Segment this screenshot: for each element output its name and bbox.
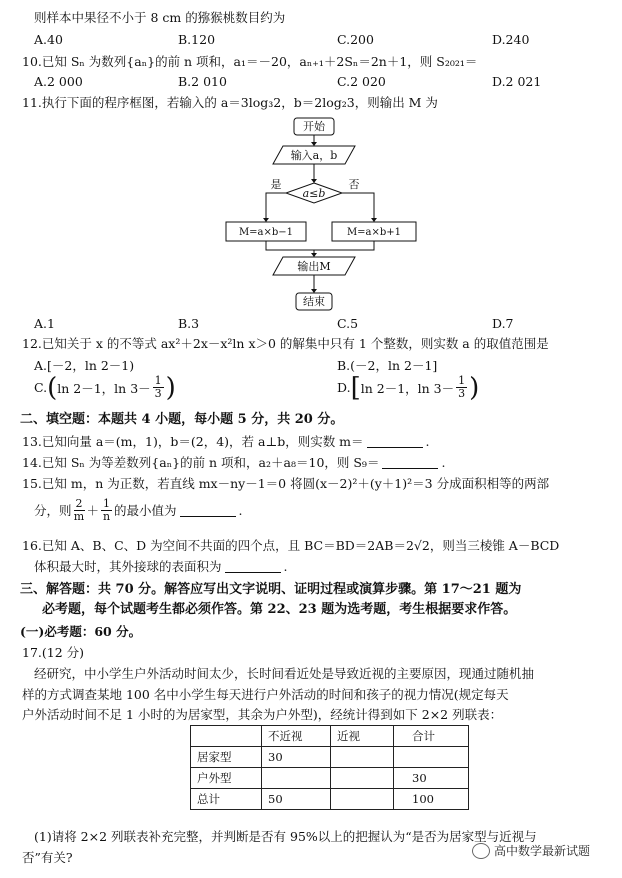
wechat-icon	[472, 843, 490, 859]
table-row	[191, 768, 469, 789]
q12-option-d-fraction: $\frac{1}{3}$	[458, 374, 466, 400]
section3-heading-line1: 三、解答题：共 70 分。解答应写出文字说明、证明过程或演算步骤。第 17～21 题为	[20, 582, 522, 597]
table-header-row	[191, 726, 469, 747]
required-heading: (一)必考题：60 分。	[20, 624, 142, 639]
flow-decision	[286, 183, 342, 203]
q12-option-a: A.[－2，ln 2－1)	[34, 358, 135, 373]
q15-fraction-1: $\frac{2}{m}$	[73, 497, 85, 523]
q15-line1: 15.已知 m，n 为正数，若直线 mx－ny－1＝0 将圆(x－2)²＋(y＋1)²＝3 分成面积相等的两部	[22, 476, 550, 491]
flow-left-box	[226, 222, 306, 241]
flow-input-box	[273, 146, 355, 164]
q11-option-d: D.7	[492, 316, 514, 331]
flow-cond-label: a≤b	[302, 187, 326, 200]
q11-option-b: B.3	[178, 316, 200, 331]
q12-option-c-rparen: )	[165, 372, 176, 403]
table-cell: 总计	[191, 789, 262, 810]
q9-option-a: A.40	[34, 32, 63, 47]
q11-option-c: C.5	[337, 316, 359, 331]
table-cell: 居家型	[191, 747, 262, 768]
flow-start-box	[294, 118, 334, 135]
flow-input-label: 输入a，b	[290, 149, 338, 162]
q12-option-d-label: D.	[337, 380, 351, 395]
table-cell	[331, 747, 394, 768]
table-cell: 30	[394, 768, 469, 789]
flow-output-box	[273, 257, 355, 275]
q12-option-c-label: C.	[34, 380, 48, 395]
q10-option-a: A.2 000	[34, 74, 83, 89]
q12-option-c-body: ln 2－1，ln 3－	[57, 380, 151, 396]
q17-sub1-line2: 否”有关?	[22, 850, 73, 865]
q12-option-d-body: ln 2－1，ln 3－	[360, 380, 455, 396]
q15-fraction-2: $\frac{1}{n}$	[102, 497, 111, 523]
flow-yes-label: 是	[270, 178, 282, 191]
section2-heading: 二、填空题：本题共 4 小题，每小题 5 分，共 20 分。	[20, 412, 344, 427]
flow-output-label: 输出M	[297, 260, 331, 273]
section3-heading-line2: 必考题，每个试题考生都必须作答。第 22、23 题为选考题，考生根据要求作答。	[42, 602, 517, 617]
flow-end-box	[296, 293, 332, 310]
q17-para-2: 样的方式调查某地 100 名中小学生每天进行户外活动的时间和孩子的视力情况(规定每天	[22, 687, 509, 702]
table-cell: 户外型	[191, 768, 262, 789]
table-cell	[331, 789, 394, 810]
q12-option-d-rparen: )	[469, 372, 480, 403]
table-cell	[331, 768, 394, 789]
table-cell	[394, 747, 469, 768]
flow-start-label: 开始	[303, 120, 325, 133]
q12-option-d	[337, 372, 480, 403]
table-cell: 50	[262, 789, 331, 810]
q14: 14.已知 Sₙ 为等差数列{aₙ}的前 n 项和，a₂＋a₈＝10，则 S₉＝ .	[22, 455, 446, 470]
q16-line2: 体积最大时，其外接球的表面积为 .	[34, 559, 288, 574]
q17-para-1: 经研究，中小学生户外活动时间太少，长时间看近处是导致近视的主要原因，现通过随机抽	[34, 666, 535, 681]
flow-left-label: M=a×b−1	[238, 227, 294, 238]
table-row	[191, 789, 469, 810]
q13: 13.已知向量 a＝(m，1)，b＝(2，4)，若 a⊥b，则实数 m＝ .	[22, 434, 430, 449]
q12-stem: 12.已知关于 x 的不等式 ax²＋2x－x²ln x＞0 的解集中只有 1 个整数，则实数 a 的取值范围是	[22, 336, 549, 351]
q11-stem: 11.执行下面的程序框图，若输入的 a＝3log₃2，b＝2log₂3，则输出 M 为	[22, 95, 438, 110]
table-row	[191, 747, 469, 768]
table-header-cell: 近视	[331, 726, 394, 747]
table-cell: 100	[394, 789, 469, 810]
flow-no-label: 否	[348, 178, 360, 191]
flow-right-box	[332, 222, 416, 241]
q9-stem: 则样本中果径不小于 8 cm 的猕猴桃数目约为	[34, 10, 286, 25]
q12-option-d-lbracket: [	[350, 372, 361, 403]
q9-option-b: B.120	[178, 32, 216, 47]
q9-option-d: D.240	[492, 32, 530, 47]
q9-option-c: C.200	[337, 32, 374, 47]
table-cell	[191, 726, 262, 747]
q10-option-c: C.2 020	[337, 74, 386, 89]
q17-para-3: 户外活动时间不足 1 小时的为居家型，其余为户外型)，经统计得到如下 2×2 列联表：	[22, 707, 503, 722]
q17-head: 17.(12 分)	[22, 645, 85, 660]
table-header-cell: 不近视	[262, 726, 331, 747]
flow-right-label: M=a×b+1	[346, 227, 402, 238]
q12-option-b: B.(－2，ln 2－1]	[337, 358, 438, 373]
table-header-cell: 合计	[394, 726, 469, 747]
watermark-text: 高中数学最新试题	[494, 844, 591, 858]
q15-line2: 分，则 $\frac{2}{m}$ ＋ $\frac{1}{n}$ 的最小值为 .	[34, 497, 243, 523]
contingency-table	[190, 725, 469, 810]
table-cell: 30	[262, 747, 331, 768]
q11-option-a: A.1	[34, 316, 55, 331]
q17-sub1-line1: (1)请将 2×2 列联表补充完整，并判断是否有 95%以上的把握认为“是否为居家型与近视与	[34, 829, 537, 844]
q10-option-d: D.2 021	[492, 74, 542, 89]
q10-stem: 10.已知 Sₙ 为数列{aₙ}的前 n 项和，a₁＝－20，aₙ₊₁＋2Sₙ＝2n＋1，则 S₂₀₂₁＝	[22, 54, 478, 69]
q12-option-c-fraction: $\frac{1}{3}$	[154, 374, 162, 400]
q12-option-c-lparen: (	[47, 372, 58, 403]
flow-end-label: 结束	[303, 295, 325, 308]
table-cell	[262, 768, 331, 789]
watermark	[472, 842, 590, 859]
q12-option-c	[34, 372, 176, 403]
q10-option-b: B.2 010	[178, 74, 227, 89]
q16-line1: 16.已知 A、B、C、D 为空间不共面的四个点，且 BC＝BD＝2AB＝2√2，则当三棱锥 A－BCD	[22, 538, 560, 553]
